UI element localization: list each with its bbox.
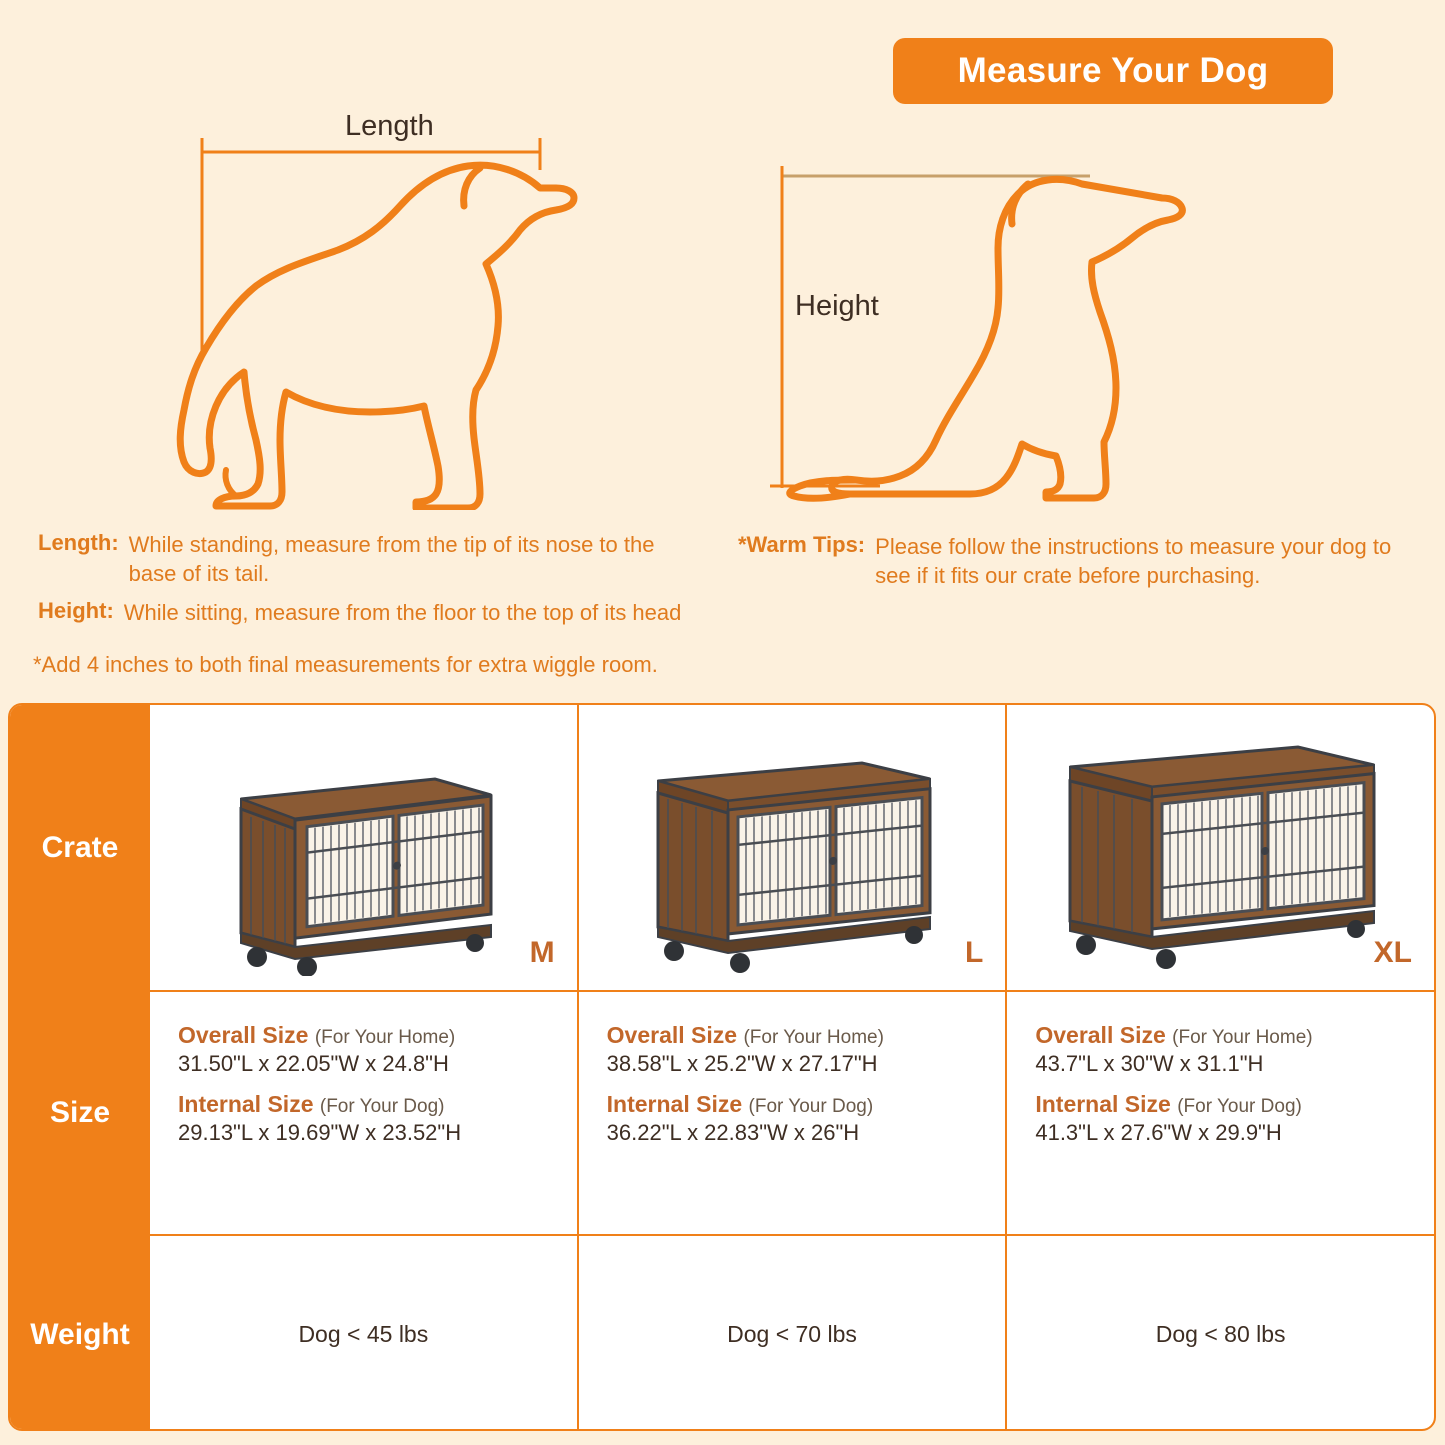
dog-standing-outline-icon: [150, 110, 620, 510]
height-label: Height: [795, 290, 879, 322]
row-header-weight: Weight: [10, 1236, 150, 1431]
warm-tips-row: [738, 532, 1428, 590]
instruction-row-height: [38, 598, 698, 627]
internal-size-title: Internal Size: [1035, 1091, 1171, 1117]
length-label: Length: [345, 110, 434, 142]
internal-size-title: Internal Size: [606, 1091, 743, 1117]
overall-size-value-l: 38.58"L x 25.2"W x 27.17"H: [606, 1051, 878, 1076]
dog-crate-furniture-icon: [642, 741, 942, 976]
internal-size-value-l: 36.22"L x 22.83"W x 26"H: [606, 1120, 860, 1145]
internal-size-title: Internal Size: [178, 1091, 314, 1117]
internal-size-sub: (For Your Dog): [319, 1096, 445, 1117]
warm-tips: [738, 532, 1428, 600]
internal-size-sub: (For Your Dog): [1177, 1096, 1302, 1117]
table-row-weight: [10, 1236, 1434, 1431]
size-cell-xl: [1007, 992, 1434, 1234]
dog-crate-furniture-icon: [223, 751, 503, 976]
dog-sitting-diagram: [760, 150, 1230, 510]
internal-size-value-xl: 41.3"L x 27.6"W x 29.9"H: [1035, 1120, 1282, 1145]
instruction-value: While standing, measure from the tip of its nose to the base of its tail.: [128, 532, 655, 587]
weight-cell-m: Dog < 45 lbs: [150, 1236, 579, 1431]
row-header-size: Size: [10, 992, 150, 1234]
internal-size-label-l: [607, 1091, 1006, 1118]
weight-cell-l: Dog < 70 lbs: [579, 1236, 1008, 1431]
dog-standing-diagram: [150, 110, 620, 510]
overall-size-sub: (For Your Home): [314, 1027, 456, 1048]
measurement-instructions: [38, 530, 698, 637]
table-row-size: [10, 992, 1434, 1236]
size-tag-l: L: [965, 936, 984, 969]
overall-size-sub: (For Your Home): [743, 1027, 884, 1048]
size-tag-xl: XL: [1373, 936, 1413, 969]
instruction-key: Height:: [38, 598, 114, 624]
size-cell-l: [579, 992, 1008, 1234]
overall-size-label-xl: [1035, 1022, 1434, 1049]
instruction-key: Length:: [38, 530, 119, 555]
instruction-row-length: [38, 530, 698, 588]
size-tag-m: M: [529, 936, 555, 969]
crate-cell-xl: [1007, 705, 1434, 990]
table-row-crate: [10, 705, 1434, 992]
overall-size-title: Overall Size: [1035, 1022, 1166, 1048]
internal-size-value-m: 29.13"L x 19.69"W x 23.52"H: [178, 1120, 462, 1145]
overall-size-title: Overall Size: [606, 1022, 738, 1048]
wiggle-room-note: *Add 4 inches to both final measurements for extra wiggle room.: [33, 652, 658, 677]
size-cell-m: [150, 992, 579, 1234]
internal-size-sub: (For Your Dog): [748, 1096, 874, 1117]
internal-size-label-m: [178, 1091, 577, 1118]
internal-size-label-xl: [1035, 1091, 1434, 1118]
warm-tips-value: Please follow the instructions to measure your dog to see if it fits our crate before purchasing.: [875, 534, 1392, 589]
crate-cell-l: [579, 705, 1008, 990]
weight-cell-xl: Dog < 80 lbs: [1155, 1321, 1286, 1347]
overall-size-title: Overall Size: [178, 1022, 309, 1048]
overall-size-label-l: [607, 1022, 1006, 1049]
overall-size-value-m: 31.50"L x 22.05"W x 24.8"H: [178, 1051, 449, 1076]
overall-size-value-xl: 43.7"L x 30"W x 31.1"H: [1035, 1051, 1264, 1076]
row-header-crate: Crate: [10, 705, 150, 990]
instruction-value: While sitting, measure from the floor to the top of its head: [123, 600, 682, 626]
size-comparison-table: [8, 703, 1436, 1431]
crate-cell-m: [150, 705, 579, 990]
overall-size-label-m: [178, 1022, 577, 1049]
page-title-badge: Measure Your Dog: [893, 38, 1333, 104]
warm-tips-key: *Warm Tips:: [738, 532, 866, 557]
dog-crate-furniture-icon: [1056, 731, 1386, 976]
dog-sitting-outline-icon: [760, 150, 1230, 510]
overall-size-sub: (For Your Home): [1172, 1027, 1313, 1048]
